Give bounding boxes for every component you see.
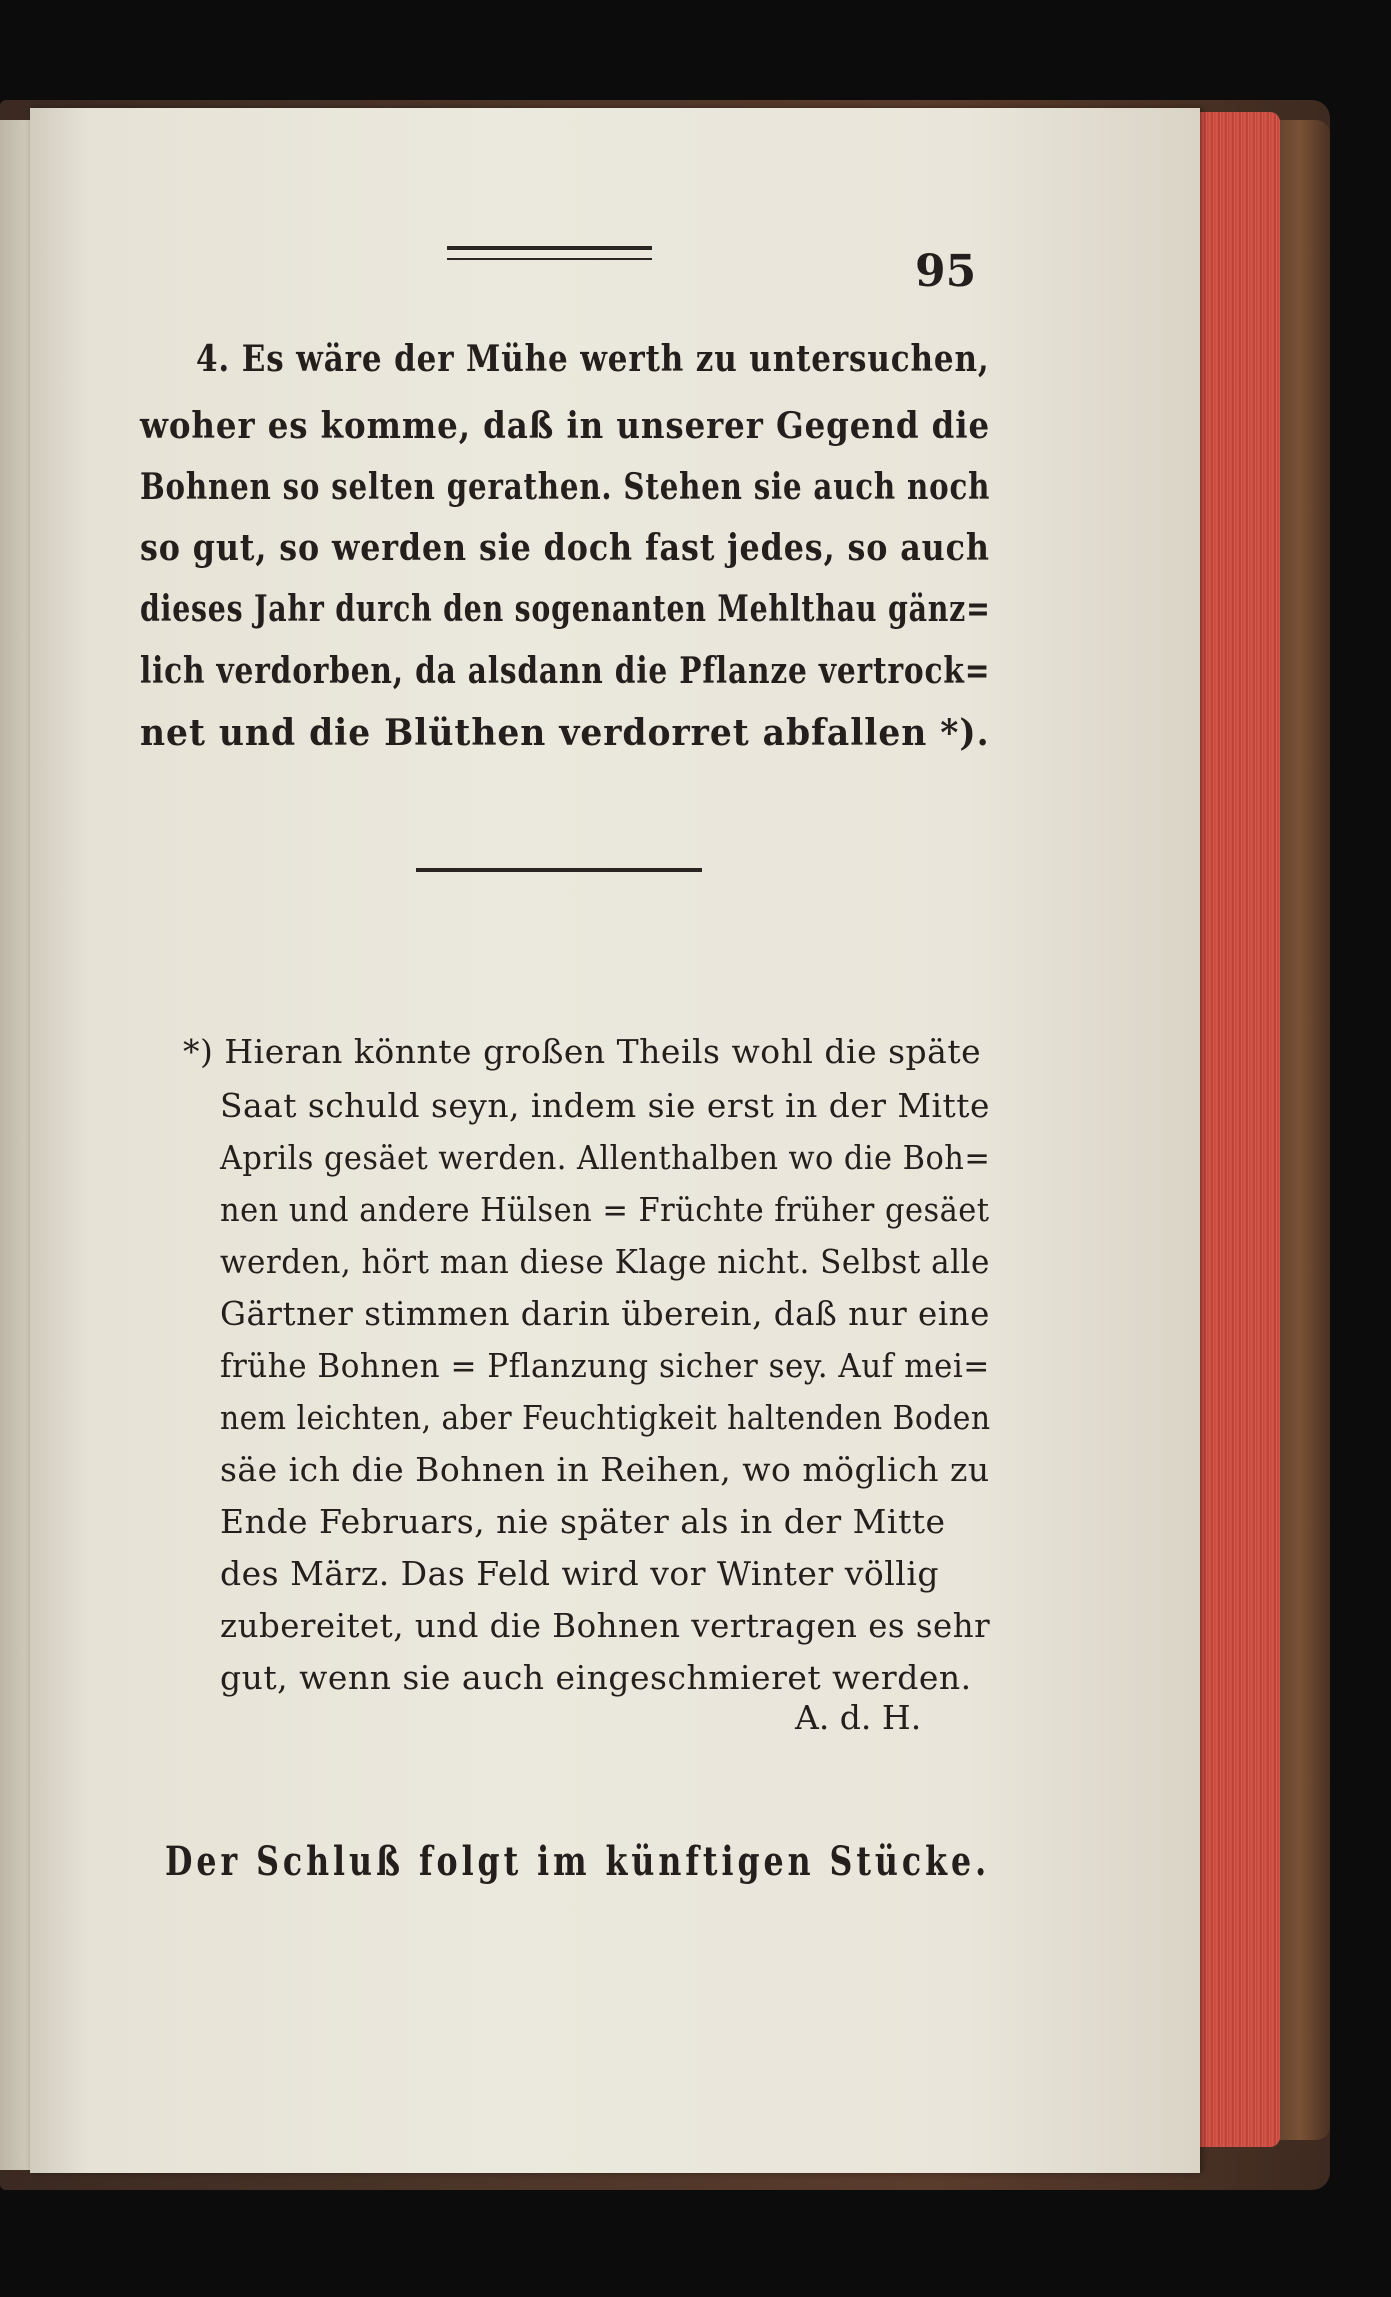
paragraph-line: woher es komme, daß in unserer Gegend die (140, 405, 991, 447)
paragraph-line: Bohnen so selten gerathen. Stehen sie auch noch (140, 466, 991, 508)
footnote-line: nen und andere Hülsen = Früchte früher gesäet (220, 1190, 990, 1229)
paragraph-line: net und die Blüthen verdorret abfallen *). (140, 712, 990, 754)
paragraph-line: 4. Es wäre der Mühe werth zu untersuchen, (196, 338, 990, 380)
footnote-line: nem leichten, aber Feuchtigkeit haltenden Boden (220, 1398, 991, 1437)
footnote-line: gut, wenn sie auch eingeschmieret werden. (220, 1658, 972, 1697)
paragraph-line: dieses Jahr durch den sogenanten Mehlthau gänz= (140, 588, 991, 630)
closing-line: Der Schluß folgt im künftigen Stücke. (165, 1838, 991, 1885)
section-divider (416, 868, 702, 872)
footnote-line: zubereitet, und die Bohnen vertragen es sehr (220, 1606, 991, 1645)
paragraph-line: lich verdorben, da alsdann die Pflanze vertrock= (140, 650, 991, 692)
header-rule-thin (447, 258, 652, 260)
header-rule (447, 246, 652, 250)
paragraph-line: so gut, so werden sie doch fast jedes, so auch (140, 527, 990, 569)
footnote-line: säe ich die Bohnen in Reihen, wo möglich zu (220, 1450, 990, 1489)
footnote-line: Aprils gesäet werden. Allenthalben wo die Boh= (220, 1138, 991, 1177)
footnote-line: werden, hört man diese Klage nicht. Selbst alle (220, 1242, 990, 1281)
footnote-line: *) Hieran könnte großen Theils wohl die späte (183, 1032, 982, 1071)
footnote-signature: A. d. H. (795, 1698, 922, 1737)
footnote-line: frühe Bohnen = Pflanzung sicher sey. Auf mei= (220, 1346, 990, 1385)
page-number: 95 (915, 246, 977, 297)
footnote-line: des März. Das Feld wird vor Winter völlig (220, 1554, 939, 1593)
footnote-line: Ende Februars, nie später als in der Mitte (220, 1502, 946, 1541)
footnote-line: Saat schuld seyn, indem sie erst in der Mitte (220, 1086, 990, 1125)
footnote-line: Gärtner stimmen darin überein, daß nur eine (220, 1294, 990, 1333)
